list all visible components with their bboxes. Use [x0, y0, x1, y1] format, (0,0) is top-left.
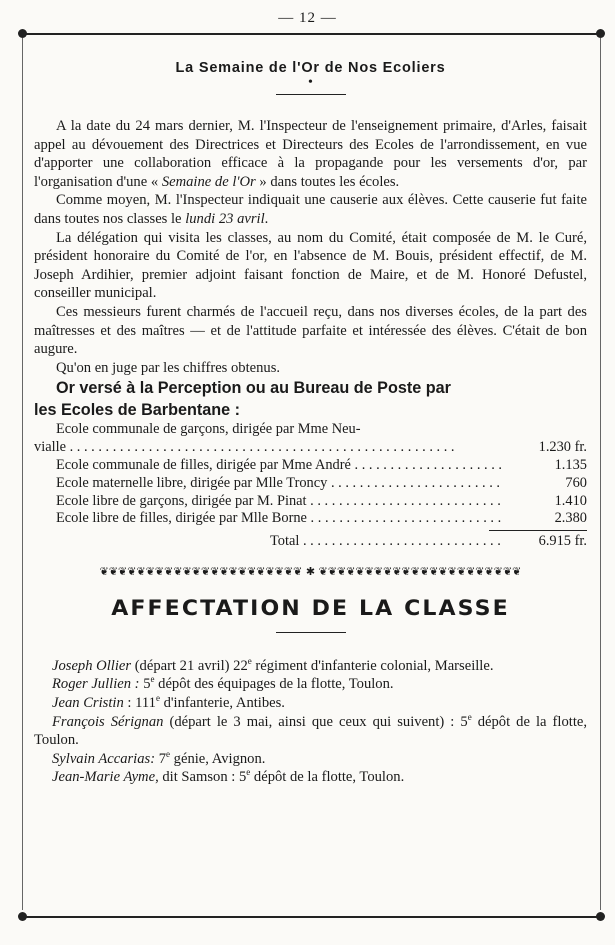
- paragraph: [34, 117, 587, 191]
- paragraph-italic: Semaine de l'Or: [161, 173, 256, 190]
- row-amount-empty: [503, 421, 587, 439]
- row-label: [34, 493, 503, 511]
- paragraph-text: » dans toutes les écoles.: [255, 173, 400, 190]
- title-rule: [276, 94, 346, 95]
- list-item: [34, 750, 587, 769]
- sum-rule: [489, 530, 587, 531]
- ordinal-sup: e: [246, 767, 251, 778]
- entry-text: génie, Avignon.: [170, 750, 266, 767]
- row-amount: 1.230 fr.: [538, 439, 587, 456]
- paragraph: La délégation qui visita les classes, au nom du Comité, était composée de M. le Curé, président honoraire du Comité de l'or, en l'absence de M. Bouis, président effectif, de M. Joseph Ardihier, premier adjoint faisant fonction de Maire, et de M. Honoré Defustel, conseiller municipal.: [34, 229, 587, 302]
- soldier-name: Roger Jullien :: [52, 676, 140, 693]
- list-item: [34, 675, 587, 694]
- row-amount: 1.410: [554, 492, 587, 509]
- row-amount: 2.380: [554, 510, 587, 527]
- row-label-text: Ecole libre de garçons, dirigée par M. Pinat: [56, 492, 307, 509]
- gold-heading-cont: les Ecoles de Barbentane :: [34, 401, 241, 420]
- row-label: [34, 475, 503, 493]
- corner-ornament: [596, 912, 605, 921]
- article1-body: [34, 117, 587, 551]
- entry-text: dépôt des équipages de la flotte, Toulon.: [154, 676, 394, 693]
- total-amount: 6.915 fr.: [538, 533, 587, 550]
- paragraph-text: .: [264, 210, 269, 227]
- title-rule: [276, 632, 346, 633]
- entry-text: 7: [155, 750, 167, 767]
- paragraph-text: A la date du 24 mars dernier, M. l'Inspecteur de l'enseignement primaire, d'Arles, faisait appel au dévouement des Directrices et Directeurs des Ecoles de l'arrondissement, en vue d'apporter une collaboration efficace à la propagande pour les versements d'or, par l'organisation d'une «: [34, 118, 587, 190]
- total-row: [34, 533, 587, 551]
- entry-text: (départ 21 avril) 22: [131, 657, 248, 674]
- ornament-divider: ❦❦❦❦❦❦❦❦❦❦❦❦❦❦❦❦❦❦❦❦❦❦ ✱ ❦❦❦❦❦❦❦❦❦❦❦❦❦❦❦❦❦❦❦❦❦❦: [99, 564, 522, 578]
- frame-left-rule: [22, 38, 23, 910]
- soldier-name: Jean-Marie Ayme: [52, 769, 156, 786]
- row-label-text: Ecole maternelle libre, dirigée par Mlle Troncy: [56, 474, 328, 491]
- article2-title: AFFECTATION DE LA CLASSE: [111, 595, 510, 620]
- paragraph-text: Comme moyen, M. l'Inspecteur indiquait une causerie aux élèves. Cette causerie fut faite dans toutes nos classes le: [34, 192, 587, 227]
- page-number: — 12 —: [278, 10, 337, 26]
- soldier-name: François Sérignan: [52, 713, 164, 730]
- title-dot: •: [308, 75, 313, 90]
- soldier-name: Sylvain Accarias:: [52, 750, 156, 767]
- corner-ornament: [596, 29, 605, 38]
- total-label-text: Total: [270, 533, 300, 550]
- ordinal-sup: e: [247, 656, 252, 667]
- ordinal-sup: e: [467, 711, 472, 722]
- frame-top-rule: [22, 33, 601, 35]
- list-item: [34, 713, 587, 750]
- list-item: [34, 657, 587, 676]
- frame-bottom-rule: [22, 916, 601, 918]
- corner-ornament: [18, 912, 27, 921]
- entry-text: , dit Samson : 5: [155, 769, 247, 786]
- gold-heading: Or versé à la Perception ou au Bureau de Poste par: [56, 379, 451, 398]
- table-row: [34, 439, 587, 457]
- entry-text: dépôt de la flotte, Toulon.: [34, 713, 587, 749]
- soldier-name: Joseph Ollier: [52, 657, 132, 674]
- paragraph: Ces messieurs furent charmés de l'accueil reçu, dans nos diverses écoles, de la part des maîtresses et des maîtres — et de l'attitude parfaite et intéressée des élèves. C'était de bon augure.: [34, 303, 587, 358]
- soldier-name: Jean Cristin: [52, 695, 124, 712]
- paragraph: Qu'on en juge par les chiffres obtenus.: [56, 359, 281, 376]
- row-label: [34, 439, 503, 457]
- table-row: [34, 457, 587, 475]
- entry-text: 5: [139, 676, 151, 693]
- row-amount: 1.135: [554, 456, 587, 473]
- corner-ornament: [18, 29, 27, 38]
- paragraph-italic: lundi 23 avril: [185, 210, 265, 227]
- row-label: [34, 457, 503, 475]
- row-label-text: Ecole communale de filles, dirigée par Mme André: [56, 456, 351, 473]
- entry-text: d'infanterie, Antibes.: [159, 695, 285, 712]
- row-label-cont: vialle: [34, 439, 66, 456]
- list-item: [34, 694, 587, 713]
- list-item: [34, 768, 587, 787]
- paragraph: [34, 191, 587, 228]
- entry-text: (départ le 3 mai, ainsi que ceux qui suivent) : 5: [163, 713, 468, 730]
- ordinal-sup: e: [166, 749, 171, 759]
- table-row: [34, 475, 587, 493]
- ordinal-sup: e: [155, 693, 160, 704]
- frame-right-rule: [600, 38, 601, 910]
- content: [34, 52, 587, 787]
- row-label: Ecole communale de garçons, dirigée par Mme Neu-: [56, 421, 361, 438]
- assignment-list: [34, 657, 587, 787]
- table-row: [34, 493, 587, 511]
- table-row: [34, 421, 587, 439]
- row-label-text: Ecole libre de filles, dirigée par Mlle Borne: [56, 510, 307, 527]
- article1-title: La Semaine de l'Or de Nos Ecoliers: [175, 60, 446, 76]
- entry-text: régiment d'infanterie colonial, Marseille.: [251, 657, 494, 674]
- entry-text: : 111: [123, 695, 156, 712]
- entry-text: dépôt de la flotte, Toulon.: [250, 769, 405, 786]
- row-amount: 760: [565, 474, 587, 491]
- table-row: [34, 510, 587, 528]
- total-label: [34, 533, 503, 551]
- ordinal-sup: e: [150, 674, 155, 685]
- row-label: [34, 510, 503, 528]
